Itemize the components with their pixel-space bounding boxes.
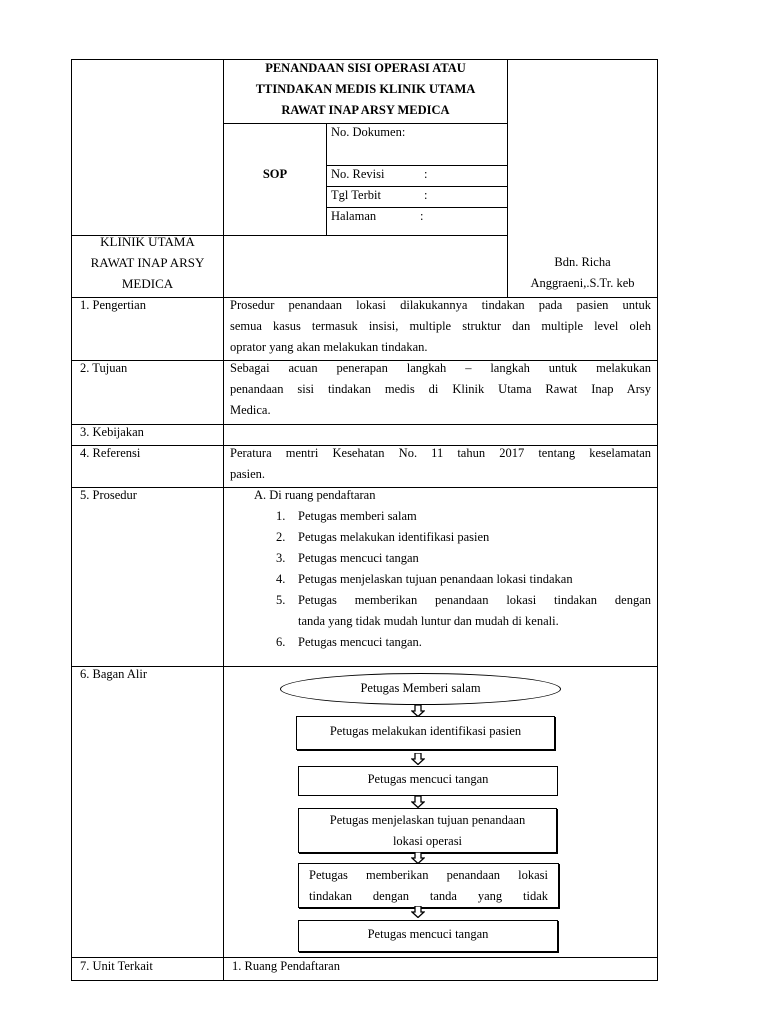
step-text: Petugas mencuci tangan [298, 551, 419, 565]
halaman-label: Halaman [331, 209, 377, 223]
step-number: 6. [276, 635, 286, 649]
prosedur-heading: A. Di ruang pendaftaran [254, 488, 376, 502]
flow-node-memberikan-penandaan [298, 863, 559, 908]
tgl-terbit-label: Tgl Terbit [331, 188, 381, 202]
flow-start-node [280, 673, 561, 705]
clinic-name [72, 231, 223, 294]
tujuan-text [230, 358, 651, 421]
halaman-colon: : [420, 209, 424, 223]
referensi-text [230, 443, 651, 485]
flow-arrow-icon [411, 753, 425, 765]
pengertian-text [230, 295, 651, 358]
flow-node-text: Petugas menjelaskan tujuan penandaan [329, 813, 526, 827]
step-text: Petugas mencuci tangan. [298, 635, 422, 649]
step-number: 5. [276, 593, 286, 607]
table-divider-col1 [223, 59, 224, 981]
flow-node-cuci-tangan-1 [298, 766, 558, 796]
step-text: Petugas melakukan identifikasi pasien [298, 530, 490, 544]
label-bagan-alir: 6. Bagan Alir [80, 667, 148, 681]
step-number: 2. [276, 530, 286, 544]
text-line: oprator yang akan melakukan tindakan. [230, 340, 428, 354]
label-kebijakan: 3. Kebijakan [80, 425, 144, 439]
signer [508, 252, 657, 294]
flow-arrow-icon [411, 906, 425, 918]
label-prosedur: 5. Prosedur [80, 488, 137, 502]
flow-node-text: Petugas memberikan penandaan lokasi [309, 868, 548, 882]
flow-node-identifikasi [296, 716, 555, 750]
no-revisi-colon: : [424, 167, 428, 181]
label-pengertian: 1. Pengertian [80, 298, 146, 312]
document-title [224, 58, 507, 121]
table-row-line [71, 957, 658, 958]
no-dokumen-label: No. Dokumen: [331, 125, 406, 139]
label-tujuan: 2. Tujuan [80, 361, 128, 375]
step-text: Petugas menjelaskan tujuan penandaan lokasi tindakan [298, 572, 573, 586]
flow-arrow-icon [411, 796, 425, 808]
flow-node-text: Petugas Memberi salam [360, 681, 481, 695]
step-text: Petugas memberi salam [298, 509, 417, 523]
step-number: 4. [276, 572, 286, 586]
clinic-line: RAWAT INAP ARSY [90, 255, 205, 270]
text-line: Peratura mentri Kesehatan No. 11 tahun 2017 tentang keselamatan [230, 446, 651, 460]
flow-node-text: Petugas mencuci tangan [367, 927, 489, 941]
table-border-bottom [71, 980, 658, 981]
text-line: Sebagai acuan penerapan langkah – langkah untuk melakukan [230, 361, 651, 375]
table-row-line [71, 666, 658, 667]
flow-node-text: Petugas mencuci tangan [367, 772, 489, 786]
table-divider-meta [326, 123, 327, 235]
text-line: pasien. [230, 467, 266, 481]
table-border-right [657, 59, 658, 981]
table-border-left [71, 59, 72, 981]
sop-label: SOP [262, 167, 288, 181]
flow-node-text: lokasi operasi [392, 834, 463, 848]
flow-node-text: Petugas melakukan identifikasi pasien [329, 724, 522, 738]
title-line: PENANDAAN SISI OPERASI ATAU [265, 61, 466, 75]
flow-node-cuci-tangan-2 [298, 920, 558, 952]
signer-line: Bdn. Richa [554, 255, 611, 269]
clinic-line: MEDICA [121, 276, 174, 291]
title-line: RAWAT INAP ARSY MEDICA [281, 103, 450, 117]
signer-line: Anggraeni,.S.Tr. keb [530, 276, 635, 290]
unit-terkait-value: 1. Ruang Pendaftaran [232, 959, 340, 973]
text-line: Prosedur penandaan lokasi dilakukannya tindakan pada pasien untuk [230, 298, 651, 312]
clinic-line: KLINIK UTAMA [100, 234, 195, 249]
text-line: Medica. [230, 403, 271, 417]
table-row-line [71, 424, 658, 425]
flow-node-text: tindakan dengan tanda yang tidak [309, 889, 548, 903]
step-text [298, 590, 651, 632]
step-number: 1. [276, 509, 286, 523]
step-number: 3. [276, 551, 286, 565]
text-line: penandaan sisi tindakan medis di Klinik Utama Rawat Inap Arsy [230, 382, 651, 396]
text-line: semua kasus termasuk insisi, multiple struktur dan multiple level oleh [230, 319, 651, 333]
tgl-terbit-colon: : [424, 188, 428, 202]
label-referensi: 4. Referensi [80, 446, 141, 460]
label-unit-terkait: 7. Unit Terkait [80, 959, 153, 973]
title-line: TTINDAKAN MEDIS KLINIK UTAMA [255, 82, 476, 96]
no-revisi-label: No. Revisi [331, 167, 385, 181]
flow-node-menjelaskan [298, 808, 557, 853]
text-line: Petugas memberikan penandaan lokasi tindakan dengan [298, 593, 651, 607]
text-line: tanda yang tidak mudah luntur dan mudah di kenali. [298, 614, 559, 628]
